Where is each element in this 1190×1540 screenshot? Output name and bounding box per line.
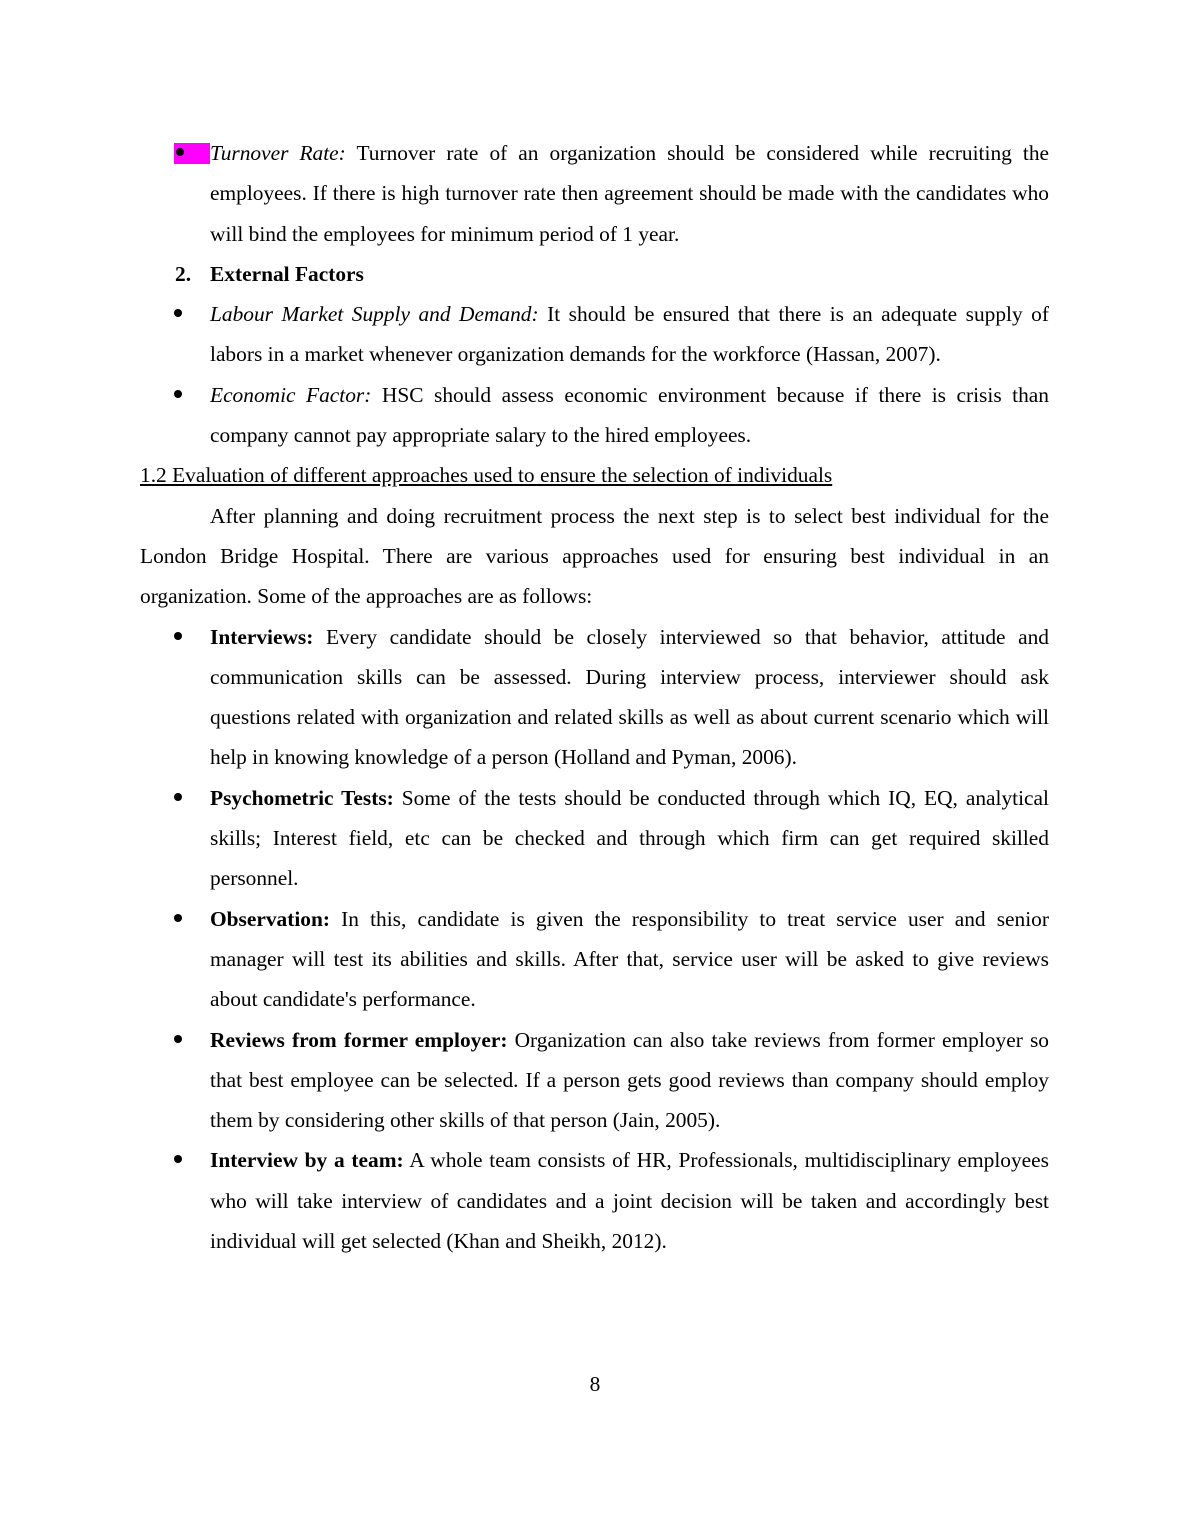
list-item-reviews-former-employer — [140, 1020, 1049, 1141]
item-text: It should be ensured that there is an adequate supply of labors in a market whenever organization demands for the workforce (Hassan, 2007). — [210, 302, 1049, 367]
section-title: 1.2 Evaluation of different approaches used to ensure the selection of individuals — [140, 463, 833, 488]
page-number: 8 — [589, 1372, 601, 1396]
heading-number: 2. — [175, 261, 192, 286]
list-item-psychometric-tests — [140, 778, 1049, 899]
item-term: Psychometric Tests: — [210, 785, 394, 810]
list-item-turnover-rate — [140, 133, 1049, 254]
external-factors-heading — [140, 254, 1049, 294]
item-text: Turnover rate of an organization should be considered while recruiting the employees. If there is high turnover rate then agreement should be made with the candidates who will bind the employees for minimum period of 1 year. — [210, 141, 1050, 246]
bullet-icon — [174, 1035, 182, 1043]
item-term: Reviews from former employer: — [210, 1027, 508, 1052]
item-text: A whole team consists of HR, Professionals, multidisciplinary employees who will take interview of candidates and a joint decision will be taken and accordingly best individual will get selected (Khan and Sheikh, 2012). — [210, 1148, 1049, 1254]
bullet-icon — [176, 148, 184, 156]
bullet-icon — [174, 914, 182, 922]
item-term: Economic Factor: — [210, 382, 372, 407]
item-term: Labour Market Supply and Demand: — [210, 302, 539, 327]
list-item-interview-by-team — [140, 1140, 1049, 1261]
list-item-interviews — [140, 617, 1049, 778]
bullet-icon — [174, 309, 182, 317]
item-term: Interviews: — [210, 624, 314, 649]
page-content — [140, 133, 1049, 1261]
item-term: Interview by a team: — [210, 1148, 404, 1173]
item-term: Observation: — [210, 906, 331, 931]
list-item-observation — [140, 899, 1049, 1020]
item-text: Organization can also take reviews from former employer so that best employee can be selected. If a person gets good reviews than company should employ them by considering other skills of that person (Jain, 2005). — [210, 1027, 1049, 1133]
list-item-labour-market — [140, 294, 1049, 375]
item-text: In this, candidate is given the responsibility to treat service user and senior manager will test its abilities and skills. After that, service user will be asked to give reviews about candidate's performance. — [210, 906, 1049, 1012]
bullet-icon — [174, 632, 182, 640]
list-item-economic-factor — [140, 375, 1049, 456]
bullet-icon — [174, 793, 182, 801]
bullet-icon — [174, 1155, 182, 1163]
heading-title: External Factors — [210, 261, 364, 286]
item-text: Some of the tests should be conducted through which IQ, EQ, analytical skills; Interest field, etc can be checked and through which firm can get required skilled personnel. — [210, 785, 1049, 891]
item-term: Turnover Rate: — [210, 141, 346, 165]
bullet-icon — [174, 390, 182, 398]
section-intro-paragraph: After planning and doing recruitment process the next step is to select best individual for the London Bridge Hospital. There are various approaches used for ensuring best individual in an organization. Some of the approaches are as follows: — [140, 503, 1049, 609]
item-text: HSC should assess economic environment because if there is crisis than company cannot pay appropriate salary to the hired employees. — [210, 382, 1049, 448]
item-text: Every candidate should be closely interviewed so that behavior, attitude and communication skills can be assessed. During interview process, interviewer should ask questions related with organization and related skills as well as about current scenario which will help in knowing knowledge of a person (Holland and Pyman, 2006). — [210, 624, 1049, 770]
